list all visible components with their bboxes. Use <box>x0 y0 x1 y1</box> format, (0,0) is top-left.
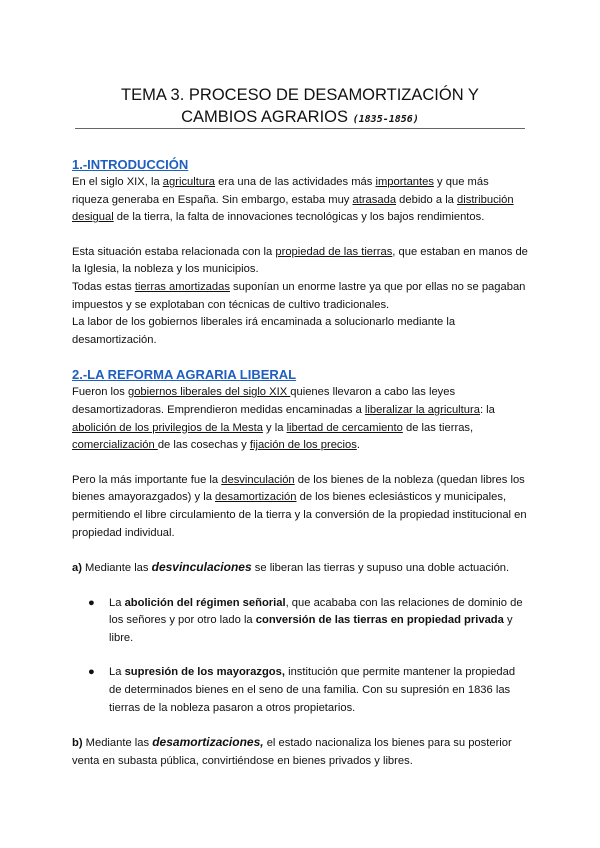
bullet-list <box>72 595 528 718</box>
section-heading-reforma-agraria: 2.-LA REFORMA AGRARIA LIBERAL <box>72 367 297 383</box>
document-body <box>72 156 528 770</box>
title-line-1: TEMA 3. PROCESO DE DESAMORTIZACIÓN Y <box>121 86 479 105</box>
paragraph: La labor de los gobiernos liberales irá encaminada a solucionarlo mediante la desamortización. <box>72 316 456 346</box>
paragraph: Pero la más importante fue la desvinculación de los bienes de la nobleza (quedan libres los bienes amayorazgados) y la desamortización de los bienes eclesiásticos y municipales, permitiendo el libre circulamiento de la tierra y la conversión de la propiedad institucional en propiedad individual. <box>72 473 527 539</box>
paragraph-b: b) Mediante las desamortizaciones, el estado nacionaliza los bienes para su posterior venta en subasta pública, convirtiéndose en bienes privados y libres. <box>72 735 512 767</box>
paragraph: Todas estas tierras amortizadas suponían un enorme lastre ya que por ellas no se pagaban impuestos y se explotaban con técnicas de cultivo tradicionales. <box>72 280 526 311</box>
section-heading-introduccion: 1.-INTRODUCCIÓN <box>72 157 189 172</box>
title-divider <box>75 128 525 129</box>
paragraph-a: a) Mediante las desvinculaciones se liberan las tierras y supuso una doble actuación. <box>72 560 510 575</box>
list-item: ● La supresión de los mayorazgos, institución que permite mantener la propiedad de determinados bienes en el seno de una familia. Con su supresión en 1836 las tierras de la nobleza pasaron a otros propietarios. <box>88 666 516 714</box>
title-line-2-text: CAMBIOS AGRARIOS <box>181 108 349 127</box>
title-dates: (1835-1856) <box>352 114 419 126</box>
page-title <box>0 84 600 131</box>
paragraph: Fueron los gobiernos liberales del siglo XIX quienes llevaron a cabo las leyes desamortizadoras. Emprendieron medidas encaminadas a liberalizar la agricultura: la abolición de los privilegios de la Mesta y la libertad de cercamiento de las tierras, comercialización de las cosechas y fijación de los precios. <box>72 386 495 452</box>
paragraph: En el siglo XIX, la agricultura era una de las actividades más importantes y que más riqueza generaba en España. Sin embargo, estaba muy atrasada debido a la distribución desigual de la tierra, la falta de innovaciones tecnológicas y los bajos rendimientos. <box>72 176 514 224</box>
bullet-icon: ● <box>88 666 95 679</box>
bullet-icon: ● <box>88 596 95 609</box>
list-item: ● La abolición del régimen señorial, que acababa con las relaciones de dominio de los señores y por otro lado la conversión de las tierras en propiedad privada y libre. <box>88 596 523 644</box>
paragraph: Esta situación estaba relacionada con la propiedad de las tierras, que estaban en manos de la Iglesia, la nobleza y los municipios. <box>72 245 528 276</box>
